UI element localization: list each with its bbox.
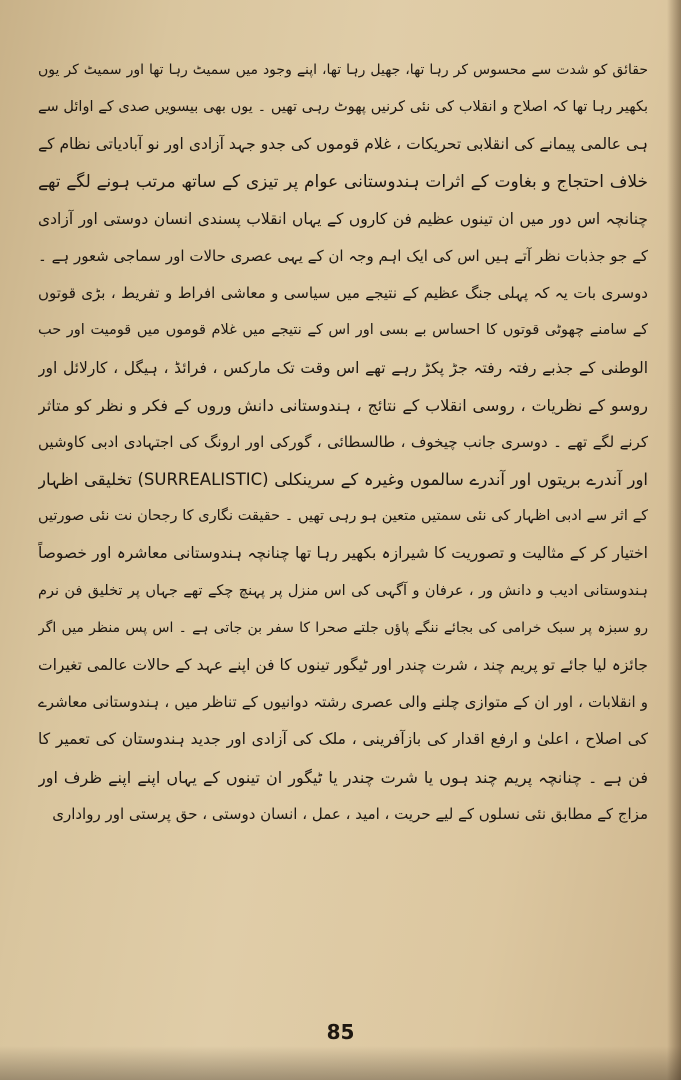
text-line: کے اثر سے ادبی اظہار کی نئی سمتیں متعین ہو رہی تھیں ۔ حقیقت نگاری کا رجحان نت نئی صورتیں xyxy=(38,508,648,525)
text-line: ہندوستانی ادیب و دانش ور ، عرفان و آگہی کی اس منزل پر پہنچ چکے تھے جہاں پر تخلیق فن نرم xyxy=(38,582,648,599)
page-spine-shadow xyxy=(667,0,681,1080)
text-line: حقائق کو شدت سے محسوس کر رہا تھا، جھیل رہا تھا، اپنے وجود میں سمیٹ رہا تھا اور سمیٹ کر یوں xyxy=(38,62,648,78)
text-line: مزاج کے مطابق نئی نسلوں کے لیے حریت ، امید ، عمل ، انسان دوستی ، حق پرستی اور رواداری xyxy=(52,804,648,823)
text-line: کے جو جذبات نظر آتے ہیں اس کی ایک اہم وجہ ان کے یہی عصری حالات اور سماجی شعور ہے ۔ xyxy=(38,246,648,265)
text-line: رو سبزہ پر سبک خرامی کی بجائے ننگے پاؤں جلتے صحرا کا سفر بن جاتی ہے ۔ اس پس منظر میں اگر xyxy=(38,619,648,636)
page-number: 85 xyxy=(326,1020,355,1044)
text-line: کے سامنے چھوٹی قوتوں کا احساس بے بسی اور اس کے نتیجے میں غلام قوموں میں قومیت اور حب xyxy=(38,322,648,339)
text-line: اور آندرے بریتوں اور آندرے سالموں وغیرہ کے سرینکلی (SURREALISTIC) تخلیقی اظہار xyxy=(38,470,648,490)
text-line: چنانچہ اس دور میں ان تینوں عظیم فن کاروں کے یہاں انقلاب پسندی انسان دوستی اور آزادی xyxy=(38,209,648,228)
text-line: جائزہ لیا جائے تو پریم چند ، شرت چندر اور ٹیگور تینوں کا فن اپنے عہد کے حالات عالمی تغیرات xyxy=(38,656,648,674)
text-line: خلاف احتجاج و بغاوت کے اثرات ہندوستانی عوام پر تیزی کے ساتھ مرتب ہونے لگے تھے xyxy=(38,171,648,192)
page-bottom-shadow xyxy=(0,1046,681,1080)
text-line: و انقلابات ، اور ان کے متوازی چلنے والی عصری رشتہ دوانیوں کے تناظر میں ، ہندوستانی معاشرے xyxy=(38,693,648,712)
text-line: دوسری بات یہ کہ پہلی جنگ عظیم کے نتیجے میں سیاسی و معاشی افراط و تفریط ، بڑی قوتوں xyxy=(38,284,648,303)
body-text xyxy=(38,52,648,833)
text-line: روسو کے نظریات ، روسی انقلاب کے نتائج ، ہندوستانی دانش وروں کے فکر و نظر کو متاثر xyxy=(38,395,648,415)
text-line: الوطنی کے جذبے رفتہ رفتہ جڑ پکڑ رہے تھے اس وقت تک مارکس ، فرائڈ ، ہیگل ، کارلائل اور xyxy=(38,358,648,377)
text-line: ہی عالمی پیمانے کی انقلابی تحریکات ، غلام قوموں کی جدو جہد آزادی اور نو آبادیاتی نظام کے xyxy=(38,135,648,154)
text-line: اختیار کر کے مثالیت و تصوریت کا شیرازہ بکھیر رہا تھا چنانچہ ہندوستانی معاشرہ اور خصوصاً xyxy=(38,544,648,563)
text-line: کی اصلاح ، اعلیٰ و ارفع اقدار کی بازآفرینی ، ملک کی آزادی اور جدید ہندوستان کی تعمیر کا xyxy=(38,730,648,749)
text-line: کرنے لگے تھے ۔ دوسری جانب چیخوف ، طالسطائی ، گورکی اور ارونگ کی اجتہادی ادبی کاوشیں xyxy=(38,432,648,451)
text-line: بکھیر رہا تھا کہ اصلاح و انقلاب کی نئی کرنیں پھوٹ رہی تھیں ۔ یوں بھی بیسویں صدی کے اوائل سے xyxy=(38,99,648,116)
text-line: فن ہے ۔ چنانچہ پریم چند ہوں یا شرت چندر یا ٹیگور ان تینوں کے یہاں اپنے اپنے ظرف اور xyxy=(38,767,648,787)
